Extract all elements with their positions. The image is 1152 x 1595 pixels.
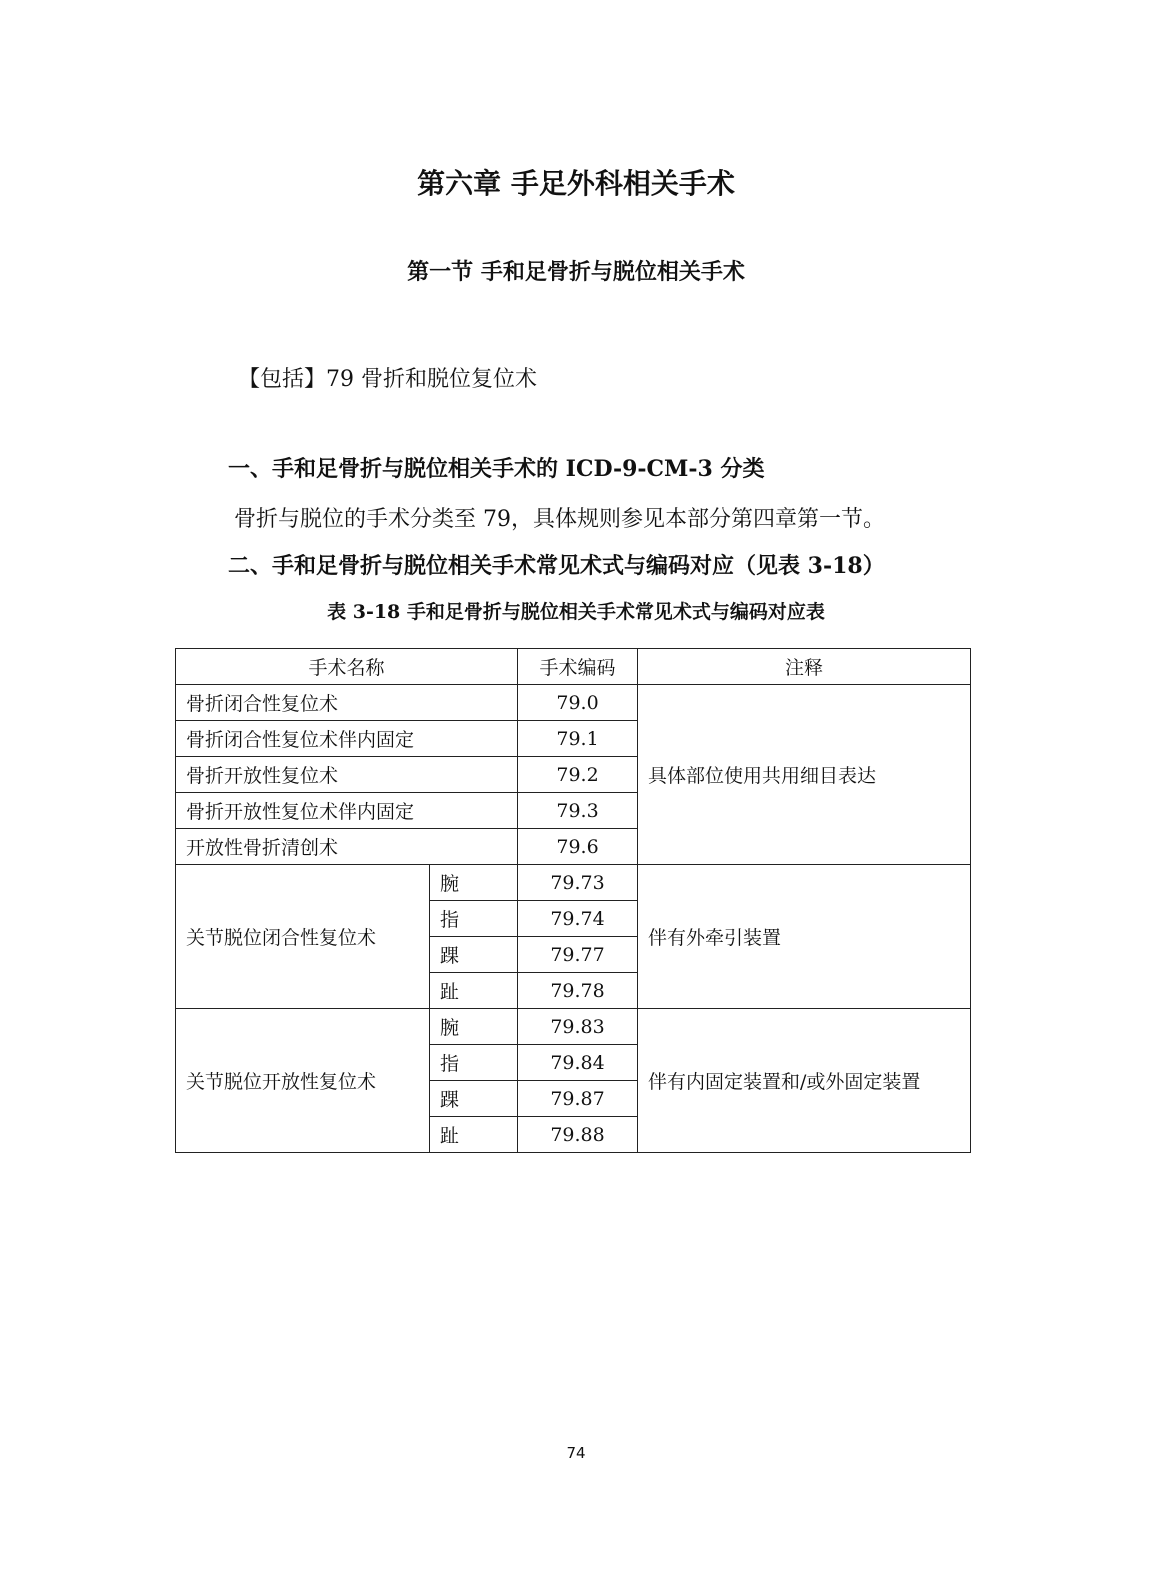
table-header-row	[176, 649, 971, 685]
classification-paragraph: 骨折与脱位的手术分类至 79，具体规则参见本部分第四章第一节。	[234, 507, 885, 532]
includes-line: 【包括】79 骨折和脱位复位术	[238, 367, 537, 392]
procedure-name-cell: 骨折开放性复位术伴内固定	[176, 793, 518, 829]
joint-site-cell: 踝	[430, 937, 518, 973]
procedure-name-cell: 关节脱位开放性复位术	[176, 1009, 430, 1153]
procedure-code-table	[175, 648, 971, 1153]
chapter-title: 第六章 手足外科相关手术	[417, 167, 735, 200]
table-row	[176, 685, 971, 721]
procedure-name-cell: 骨折闭合性复位术伴内固定	[176, 721, 518, 757]
page-number: 74	[566, 1444, 586, 1462]
procedure-code-cell: 79.74	[518, 901, 638, 937]
procedure-code-cell: 79.2	[518, 757, 638, 793]
procedure-code-cell: 79.3	[518, 793, 638, 829]
joint-site-cell: 踝	[430, 1081, 518, 1117]
procedure-code-cell: 79.0	[518, 685, 638, 721]
procedure-code-cell: 79.84	[518, 1045, 638, 1081]
joint-site-cell: 指	[430, 901, 518, 937]
procedure-code-cell: 79.77	[518, 937, 638, 973]
procedure-code-cell: 79.1	[518, 721, 638, 757]
joint-site-cell: 趾	[430, 973, 518, 1009]
procedure-name-cell: 关节脱位闭合性复位术	[176, 865, 430, 1009]
note-cell: 伴有内固定装置和/或外固定装置	[638, 1009, 971, 1153]
joint-site-cell: 指	[430, 1045, 518, 1081]
joint-site-cell: 腕	[430, 1009, 518, 1045]
procedure-code-cell: 79.87	[518, 1081, 638, 1117]
section-title: 第一节 手和足骨折与脱位相关手术	[407, 259, 745, 285]
procedure-code-cell: 79.83	[518, 1009, 638, 1045]
procedure-code-cell: 79.73	[518, 865, 638, 901]
heading-icd-classification: 一、手和足骨折与脱位相关手术的 ICD-9-CM-3 分类	[228, 456, 765, 482]
joint-site-cell: 趾	[430, 1117, 518, 1153]
procedure-name-cell: 骨折开放性复位术	[176, 757, 518, 793]
procedure-name-cell: 骨折闭合性复位术	[176, 685, 518, 721]
procedure-code-cell: 79.6	[518, 829, 638, 865]
table-caption: 表 3-18 手和足骨折与脱位相关手术常见术式与编码对应表	[327, 601, 825, 623]
table-row	[176, 865, 971, 901]
procedure-name-cell: 开放性骨折清创术	[176, 829, 518, 865]
procedure-code-cell: 79.78	[518, 973, 638, 1009]
note-cell: 伴有外牵引装置	[638, 865, 971, 1009]
table-row	[176, 1009, 971, 1045]
header-procedure-name: 手术名称	[176, 649, 518, 685]
joint-site-cell: 腕	[430, 865, 518, 901]
header-procedure-code: 手术编码	[518, 649, 638, 685]
header-note: 注释	[638, 649, 971, 685]
procedure-code-cell: 79.88	[518, 1117, 638, 1153]
note-cell: 具体部位使用共用细目表达	[638, 685, 971, 865]
heading-code-mapping: 二、手和足骨折与脱位相关手术常见术式与编码对应（见表 3-18）	[228, 553, 885, 579]
